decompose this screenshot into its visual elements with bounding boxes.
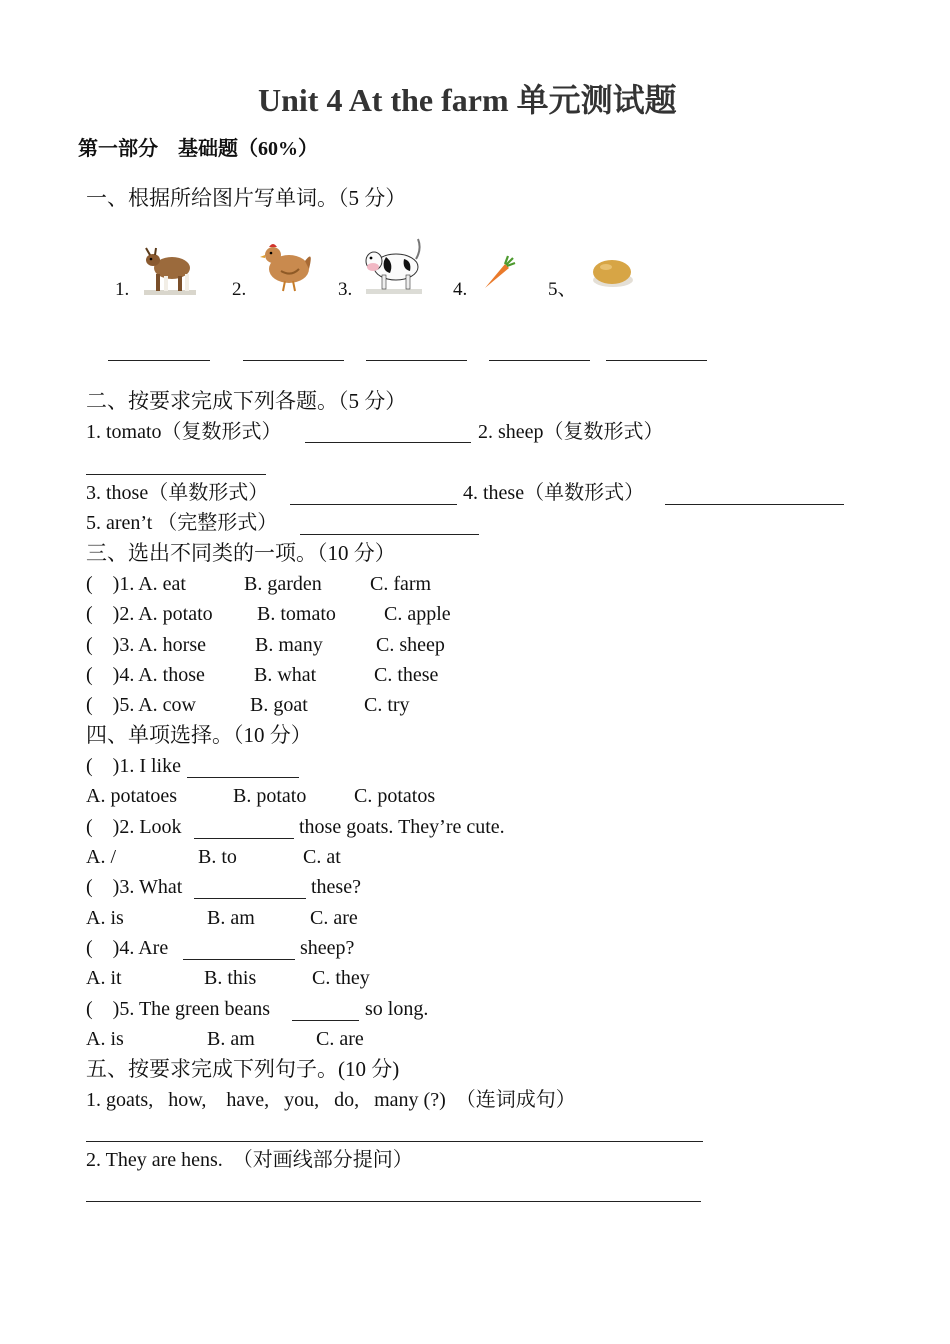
s3-item-5: ( )5. A. cow bbox=[86, 694, 196, 716]
s2-blank-5[interactable] bbox=[300, 534, 479, 535]
s4-q1-option-c: C. potatos bbox=[354, 785, 436, 807]
s3-item-2: ( )2. A. potato bbox=[86, 603, 213, 625]
s3-item-1: ( )1. A. eat bbox=[86, 573, 186, 595]
s3-item-2-b: B. tomato bbox=[257, 603, 336, 625]
s2-blank-3[interactable] bbox=[290, 504, 457, 505]
s4-q3-option-a: A. is bbox=[86, 907, 124, 929]
s4-q4-option-c: C. they bbox=[312, 967, 370, 989]
s4-question-4-end: sheep? bbox=[300, 937, 355, 959]
s3-item-3-c: C. sheep bbox=[376, 634, 445, 656]
section-3-heading: 三、选出不同类的一项。（10 分） bbox=[86, 541, 396, 565]
s2-question-4: 4. these（单数形式） bbox=[463, 482, 645, 504]
picture-label-2: 2. bbox=[232, 279, 247, 300]
picture-label-3: 3. bbox=[338, 279, 353, 300]
s4-blank-1[interactable] bbox=[187, 777, 299, 778]
s4-q3-option-b: B. am bbox=[207, 907, 255, 929]
s4-question-1: ( )1. I like bbox=[86, 755, 181, 777]
s4-question-4: ( )4. Are bbox=[86, 937, 169, 959]
s5-question-2: 2. They are hens. （对画线部分提问） bbox=[86, 1149, 413, 1171]
s2-question-5: 5. aren’t （完整形式） bbox=[86, 512, 278, 534]
s4-blank-5[interactable] bbox=[292, 1020, 359, 1021]
s4-q5-option-c: C. are bbox=[316, 1028, 364, 1050]
s4-blank-3[interactable] bbox=[194, 898, 306, 899]
s2-blank-2[interactable] bbox=[86, 474, 266, 475]
section-5-heading: 五、按要求完成下列句子。(10 分) bbox=[86, 1057, 400, 1081]
answer-blank-3[interactable] bbox=[366, 360, 467, 361]
s3-item-3-b: B. many bbox=[255, 634, 323, 656]
goat-icon bbox=[142, 246, 198, 296]
s4-question-5-end: so long. bbox=[365, 998, 429, 1020]
hen-icon bbox=[259, 241, 315, 293]
section-1-heading: 一、根据所给图片写单词。（5 分） bbox=[86, 186, 407, 210]
s4-q2-option-b: B. to bbox=[198, 846, 237, 868]
s2-question-2: 2. sheep（复数形式） bbox=[478, 421, 664, 443]
s4-q5-option-a: A. is bbox=[86, 1028, 124, 1050]
picture-label-1: 1. bbox=[115, 279, 130, 300]
s4-question-2-end: those goats. They’re cute. bbox=[299, 816, 505, 838]
s4-q1-option-a: A. potatoes bbox=[86, 785, 178, 807]
potato-icon bbox=[590, 254, 636, 290]
section-4-heading: 四、单项选择。（10 分） bbox=[86, 723, 312, 747]
s4-q4-option-b: B. this bbox=[204, 967, 257, 989]
answer-blank-5[interactable] bbox=[606, 360, 707, 361]
s4-question-5: ( )5. The green beans bbox=[86, 998, 271, 1020]
section-2-heading: 二、按要求完成下列各题。（5 分） bbox=[86, 389, 407, 413]
answer-blank-4[interactable] bbox=[489, 360, 590, 361]
s4-q3-option-c: C. are bbox=[310, 907, 358, 929]
s3-item-1-c: C. farm bbox=[370, 573, 432, 595]
s4-q2-option-c: C. at bbox=[303, 846, 341, 868]
s3-item-1-b: B. garden bbox=[244, 573, 322, 595]
s4-q1-option-b: B. potato bbox=[233, 785, 307, 807]
s2-question-3: 3. those（单数形式） bbox=[86, 482, 269, 504]
s4-q4-option-a: A. it bbox=[86, 967, 122, 989]
answer-blank-2[interactable] bbox=[243, 360, 344, 361]
carrot-icon bbox=[481, 254, 517, 290]
s3-item-3: ( )3. A. horse bbox=[86, 634, 206, 656]
s2-blank-4[interactable] bbox=[665, 504, 844, 505]
picture-label-5: 5、 bbox=[548, 279, 577, 300]
s3-item-2-c: C. apple bbox=[384, 603, 451, 625]
s3-item-4: ( )4. A. those bbox=[86, 664, 205, 686]
s3-item-5-b: B. goat bbox=[250, 694, 308, 716]
page-title: Unit 4 At the farm 单元测试题 bbox=[258, 82, 677, 118]
cow-icon bbox=[364, 237, 424, 295]
s3-item-4-c: C. these bbox=[374, 664, 439, 686]
s4-question-3: ( )3. What bbox=[86, 876, 183, 898]
s5-blank-2[interactable] bbox=[86, 1201, 701, 1202]
answer-blank-1[interactable] bbox=[108, 360, 210, 361]
s4-blank-2[interactable] bbox=[194, 838, 294, 839]
s3-item-4-b: B. what bbox=[254, 664, 317, 686]
s5-blank-1[interactable] bbox=[86, 1141, 703, 1142]
s4-q2-option-a: A. / bbox=[86, 846, 116, 868]
picture-label-4: 4. bbox=[453, 279, 468, 300]
s4-question-2: ( )2. Look bbox=[86, 816, 182, 838]
s5-question-1: 1. goats, how, have, you, do, many (?) （连词成句） bbox=[86, 1089, 576, 1111]
s2-blank-1[interactable] bbox=[305, 442, 471, 443]
s4-blank-4[interactable] bbox=[183, 959, 295, 960]
part-heading: 第一部分 基础题（60%） bbox=[78, 138, 318, 160]
s4-question-3-end: these? bbox=[311, 876, 361, 898]
s3-item-5-c: C. try bbox=[364, 694, 410, 716]
s2-question-1: 1. tomato（复数形式） bbox=[86, 421, 282, 443]
s4-q5-option-b: B. am bbox=[207, 1028, 255, 1050]
